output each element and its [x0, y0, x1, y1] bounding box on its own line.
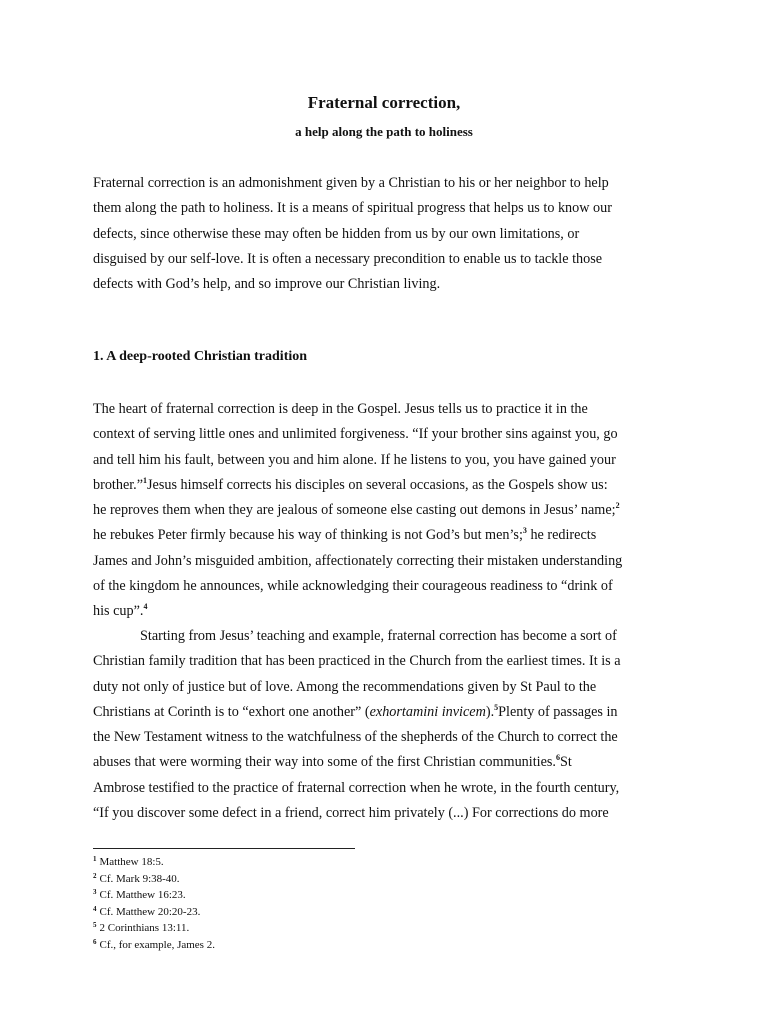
- paragraph-line: of the kingdom he announces, while acknowledging their courageous readiness to “drink of: [93, 578, 613, 595]
- footnote-text: Cf. Matthew 16:23.: [99, 889, 186, 902]
- document-title: Fraternal correction,: [307, 93, 461, 112]
- intro-line: Fraternal correction is an admonishment given by a Christian to his or her neighbor to help: [93, 175, 609, 191]
- footnote-number: 2: [93, 871, 97, 880]
- intro-line: disguised by our self-love. It is often a necessary precondition to enable us to tackle those: [93, 250, 603, 267]
- section-heading: 1. A deep-rooted Christian tradition: [93, 349, 308, 364]
- footnote-ref[interactable]: 2: [615, 501, 620, 511]
- footnote-text: Cf. Mark 9:38-40.: [99, 872, 180, 885]
- footnote-text: Cf., for example, James 2.: [99, 938, 215, 951]
- footnote-item: [93, 919, 215, 936]
- paragraph-line: [93, 700, 673, 725]
- intro-line: them along the path to holiness. It is a means of spiritual progress that helps us to know our: [93, 200, 612, 217]
- footnote-text: Matthew 18:5.: [99, 856, 164, 868]
- footnote-item: [93, 886, 215, 903]
- paragraph-line: Christian family tradition that has been practiced in the Church from the earliest times. It is a: [93, 653, 621, 670]
- paragraph-line: the New Testament witness to the watchfulness of the shepherds of the Church to correct the: [93, 729, 618, 746]
- footnotes: [93, 853, 215, 953]
- paragraph-starting: [93, 624, 673, 826]
- paragraph-line: The heart of fraternal correction is deep in the Gospel. Jesus tells us to practice it in the: [93, 401, 588, 417]
- text-run: he reproves them when they are jealous of someone else casting out demons in Jesus’ name;: [93, 502, 616, 519]
- paragraph-line: [93, 599, 673, 624]
- footnote-item: [93, 936, 215, 953]
- paragraph-line: and tell him his fault, between you and him alone. If he listens to you, you have gained your: [93, 451, 616, 468]
- footnote-number: 6: [93, 937, 97, 946]
- intro-line: defects with God’s help, and so improve our Christian living.: [93, 276, 441, 293]
- footnote-item: [93, 903, 215, 920]
- text-run: brother.”: [93, 476, 144, 493]
- text-run: Plenty of passages in: [498, 703, 618, 720]
- footnote-item: [93, 870, 215, 887]
- document-subtitle: a help along the path to holiness: [295, 124, 473, 139]
- text-run: St: [559, 754, 572, 771]
- paragraph-line: Ambrose testified to the practice of fraternal correction when he wrote, in the fourth century,: [93, 779, 620, 796]
- paragraph-line: [93, 473, 673, 498]
- footnote-text: 2 Corinthians 13:11.: [99, 922, 190, 935]
- text-run: Christians at Corinth is to “exhort one another” (: [93, 703, 370, 720]
- footnote-item: [93, 853, 215, 870]
- latin-phrase: exhortamini invicem: [369, 703, 486, 720]
- paragraph-line: [93, 498, 673, 523]
- footnote-ref[interactable]: 1: [143, 475, 148, 485]
- paragraph-line: duty not only of justice but of love. Among the recommendations given by St Paul to the: [93, 678, 597, 695]
- footnote-ref[interactable]: 6: [555, 753, 560, 763]
- footnote-ref[interactable]: 5: [494, 702, 499, 712]
- text-run: he rebukes Peter firmly because his way of thinking is not God’s but men’s;: [93, 527, 523, 544]
- text-run: he redirects: [530, 527, 597, 544]
- text-run: ).: [485, 703, 495, 720]
- paragraph-tradition: [93, 397, 673, 625]
- footnote-number: 3: [93, 888, 97, 897]
- footnote-number: 5: [93, 921, 97, 930]
- intro-line: defects, since otherwise these may often be hidden from us by our own limitations, or: [93, 225, 580, 242]
- footnote-number: 4: [93, 904, 97, 913]
- paragraph-line: context of serving little ones and unlimited forgiveness. “If your brother sins against you, go: [93, 426, 618, 443]
- paragraph-line: Starting from Jesus’ teaching and example, fraternal correction has become a sort of: [140, 628, 617, 644]
- footnote-ref[interactable]: 3: [522, 526, 527, 536]
- paragraph-line: [93, 523, 673, 548]
- footnote-ref[interactable]: 4: [143, 602, 148, 612]
- footnote-separator: [93, 848, 355, 849]
- text-run: his cup”.: [93, 603, 144, 620]
- text-run: Jesus himself corrects his disciples on several occasions, as the Gospels show us:: [147, 476, 608, 493]
- paragraph-line: James and John’s misguided ambition, affectionately correcting their mistaken understanding: [93, 552, 623, 569]
- text-run: abuses that were worming their way into some of the first Christian communities.: [93, 754, 556, 771]
- paragraph-line: [93, 750, 673, 775]
- intro-paragraph: [93, 171, 673, 297]
- paragraph-line: “If you discover some defect in a friend, correct him privately (...) For corrections do more: [93, 805, 609, 822]
- footnote-text: Cf. Matthew 20:20-23.: [99, 905, 201, 918]
- footnote-number: 1: [93, 855, 97, 863]
